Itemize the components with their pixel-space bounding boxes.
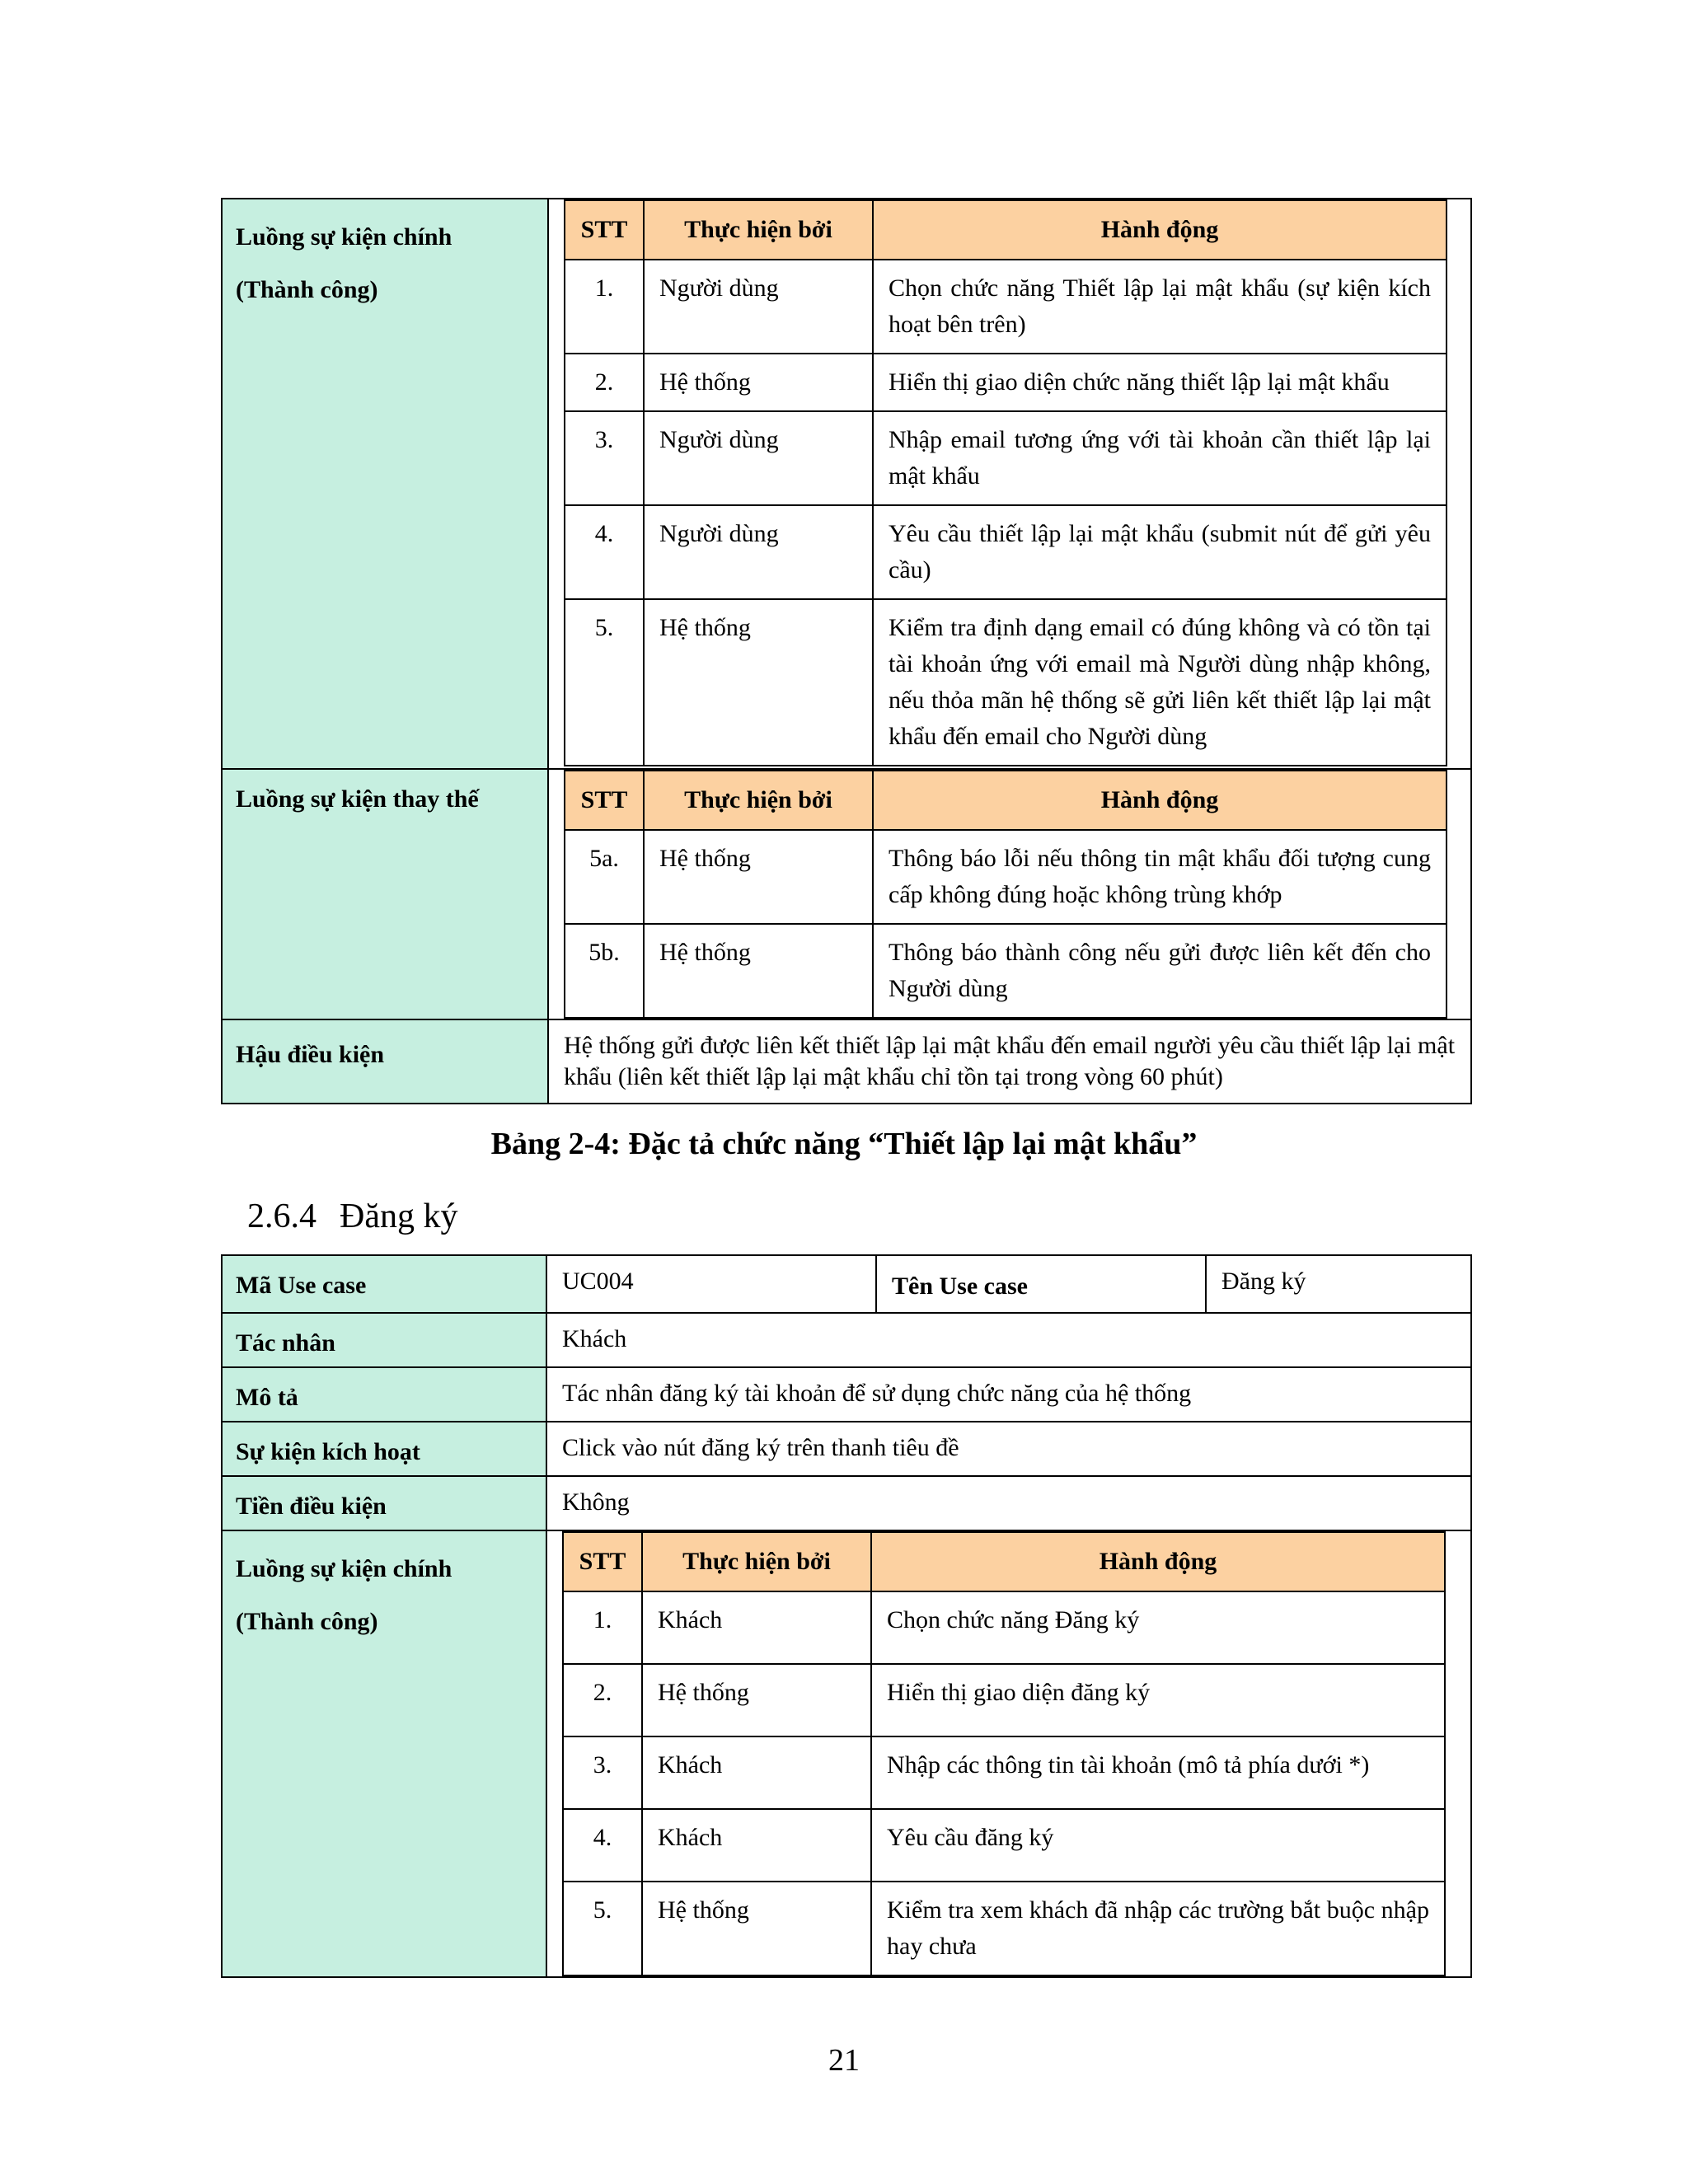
step-number: 1. <box>563 1591 642 1664</box>
section-heading <box>247 1197 457 1236</box>
actor-value: Khách <box>562 1325 627 1352</box>
precondition-label-cell <box>222 1476 546 1530</box>
precondition-value-cell <box>546 1476 1471 1530</box>
table-row <box>563 1809 1445 1882</box>
step-action: Hiển thị giao diện đăng ký <box>871 1664 1445 1736</box>
step-actor: Khách <box>642 1809 871 1882</box>
usecase-code-label-cell <box>222 1255 546 1313</box>
col-header-stt: STT <box>565 200 644 260</box>
step-number: 5b. <box>565 924 644 1018</box>
usecase-name-label: Tên Use case <box>892 1272 1028 1300</box>
step-action: Kiểm tra định dạng email có đúng không và có tồn tại tài khoản ứng với email mà Người dùng nhập không, nếu thỏa mãn hệ thống sẽ gửi liên kết thiết lập lại mật khẩu đến email cho Người dùng <box>873 599 1447 766</box>
step-actor: Khách <box>642 1591 871 1664</box>
precondition-value: Không <box>562 1488 630 1516</box>
col-header-stt: STT <box>565 771 644 830</box>
trigger-label: Sự kiện kích hoạt <box>236 1438 420 1465</box>
table-row <box>565 354 1447 411</box>
alt-flow-label-cell <box>222 769 548 1019</box>
col-header-actor: Thực hiện bởi <box>644 771 873 830</box>
steps-header-row <box>565 771 1447 830</box>
step-number: 5. <box>563 1882 642 1975</box>
main-flow-label: Luồng sự kiện chính <box>236 223 452 251</box>
actor-label-cell <box>222 1313 546 1367</box>
main-flow-label: Luồng sự kiện chính <box>236 1555 452 1582</box>
usecase-name-value-cell <box>1206 1255 1471 1313</box>
register-spec-table <box>221 1254 1472 1978</box>
table-row <box>563 1664 1445 1736</box>
alt-flow-content <box>548 769 1471 1019</box>
step-actor: Hệ thống <box>644 830 873 924</box>
description-label: Mô tả <box>236 1384 298 1411</box>
main-flow-sublabel: (Thành công) <box>236 276 378 303</box>
step-action: Nhập các thông tin tài khoản (mô tả phía dưới *) <box>871 1736 1445 1809</box>
table-row <box>565 260 1447 354</box>
step-actor: Hệ thống <box>644 924 873 1018</box>
trigger-value: Click vào nút đăng ký trên thanh tiêu đề <box>562 1434 959 1461</box>
postcondition-label: Hậu điều kiện <box>236 1041 385 1068</box>
step-actor: Khách <box>642 1736 871 1809</box>
table-caption: Bảng 2-4: Đặc tả chức năng “Thiết lập lại mật khẩu” <box>490 1127 1198 1161</box>
main-flow-steps-table <box>564 199 1447 766</box>
step-actor: Người dùng <box>644 505 873 599</box>
main-flow-sublabel: (Thành công) <box>236 1608 378 1635</box>
step-actor: Người dùng <box>644 411 873 505</box>
step-actor: Hệ thống <box>642 1664 871 1736</box>
usecase-code-value: UC004 <box>562 1268 634 1295</box>
step-number: 2. <box>565 354 644 411</box>
trigger-value-cell <box>546 1422 1471 1476</box>
usecase-name-value: Đăng ký <box>1221 1268 1306 1295</box>
step-action: Kiểm tra xem khách đã nhập các trường bắt buộc nhập hay chưa <box>871 1882 1445 1975</box>
step-number: 5. <box>565 599 644 766</box>
steps-header-row <box>565 200 1447 260</box>
description-label-cell <box>222 1367 546 1422</box>
table-row <box>565 411 1447 505</box>
main-flow-label-cell <box>222 1530 546 1977</box>
alt-flow-steps-table <box>564 770 1447 1019</box>
table-row <box>563 1882 1445 1975</box>
page-number: 21 <box>828 2043 860 2078</box>
col-header-action: Hành động <box>873 200 1447 260</box>
step-actor: Hệ thống <box>644 354 873 411</box>
step-number: 1. <box>565 260 644 354</box>
step-action: Nhập email tương ứng với tài khoản cần thiết lập lại mật khẩu <box>873 411 1447 505</box>
step-number: 3. <box>563 1736 642 1809</box>
main-flow-content <box>546 1530 1471 1977</box>
col-header-action: Hành động <box>871 1532 1445 1591</box>
step-number: 5a. <box>565 830 644 924</box>
step-action: Chọn chức năng Thiết lập lại mật khẩu (sự kiện kích hoạt bên trên) <box>873 260 1447 354</box>
step-action: Yêu cầu thiết lập lại mật khẩu (submit nút để gửi yêu cầu) <box>873 505 1447 599</box>
section-number: 2.6.4 <box>247 1197 316 1235</box>
step-actor: Hệ thống <box>642 1882 871 1975</box>
col-header-actor: Thực hiện bởi <box>644 200 873 260</box>
table-row <box>565 830 1447 924</box>
usecase-code-label: Mã Use case <box>236 1272 367 1299</box>
main-flow-label-cell <box>222 199 548 769</box>
postcondition-value-cell <box>548 1019 1471 1104</box>
col-header-action: Hành động <box>873 771 1447 830</box>
step-action: Hiển thị giao diện chức năng thiết lập lại mật khẩu <box>873 354 1447 411</box>
usecase-name-label-cell <box>876 1255 1206 1313</box>
precondition-label: Tiền điều kiện <box>236 1493 387 1520</box>
trigger-label-cell <box>222 1422 546 1476</box>
section-title: Đăng ký <box>340 1197 458 1235</box>
main-flow-content <box>548 199 1471 769</box>
col-header-actor: Thực hiện bởi <box>642 1532 871 1591</box>
step-number: 4. <box>563 1809 642 1882</box>
step-action: Thông báo thành công nếu gửi được liên kết đến cho Người dùng <box>873 924 1447 1018</box>
step-actor: Hệ thống <box>644 599 873 766</box>
usecase-code-value-cell <box>546 1255 876 1313</box>
step-action: Chọn chức năng Đăng ký <box>871 1591 1445 1664</box>
col-header-stt: STT <box>563 1532 642 1591</box>
step-action: Yêu cầu đăng ký <box>871 1809 1445 1882</box>
step-actor: Người dùng <box>644 260 873 354</box>
step-number: 4. <box>565 505 644 599</box>
step-number: 2. <box>563 1664 642 1736</box>
description-value-cell <box>546 1367 1471 1422</box>
actor-value-cell <box>546 1313 1471 1367</box>
postcondition-label-cell <box>222 1019 548 1104</box>
table-row <box>563 1736 1445 1809</box>
step-number: 3. <box>565 411 644 505</box>
step-action: Thông báo lỗi nếu thông tin mật khẩu đối tượng cung cấp không đúng hoặc không trùng khớp <box>873 830 1447 924</box>
postcondition-value: Hệ thống gửi được liên kết thiết lập lại mật khẩu đến email người yêu cầu thiết lập lại mật khẩu (liên kết thiết lập lại mật khẩu chỉ tồn tại trong vòng 60 phút) <box>564 1032 1456 1090</box>
actor-label: Tác nhân <box>236 1329 335 1357</box>
table-row <box>563 1591 1445 1664</box>
steps-header-row <box>563 1532 1445 1591</box>
reset-password-spec-table <box>221 198 1472 1104</box>
main-flow-steps-table <box>562 1531 1446 1976</box>
table-row <box>565 599 1447 766</box>
description-value: Tác nhân đăng ký tài khoản để sử dụng chức năng của hệ thống <box>562 1380 1192 1407</box>
table-row <box>565 924 1447 1018</box>
alt-flow-label: Luồng sự kiện thay thế <box>236 785 479 813</box>
table-row <box>565 505 1447 599</box>
